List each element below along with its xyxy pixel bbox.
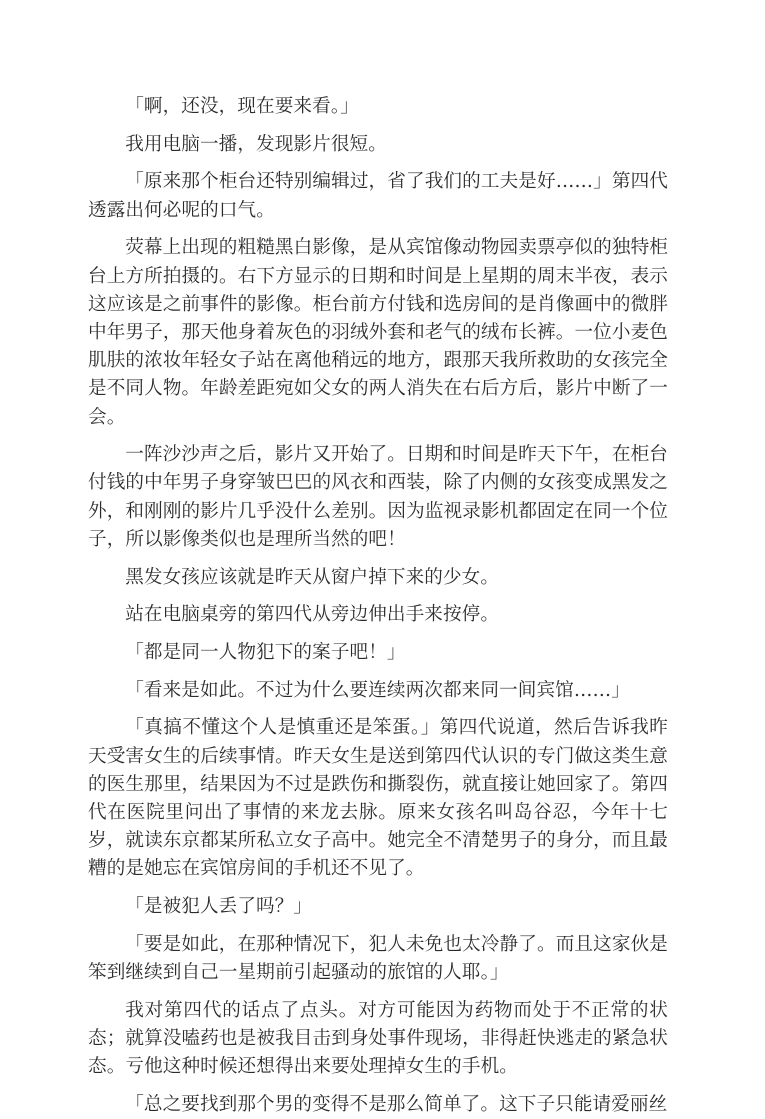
paragraph: 「原来那个柜台还特别编辑过，省了我们的工夫是好……」第四代透露出何必呢的口气。 xyxy=(88,171,668,221)
paragraph: 站在电脑桌旁的第四代从旁边伸出手来按停。 xyxy=(125,604,500,626)
paragraph: 「都是同一人物犯下的案子吧！」 xyxy=(125,641,406,663)
paragraph: 「是被犯人丢了吗？」 xyxy=(125,896,313,918)
paragraph: 「看来是如此。不过为什么要连续两次都来同一间宾馆……」 xyxy=(125,679,630,701)
paragraph: 荧幕上出现的粗糙黑白影像，是从宾馆像动物园卖票亭似的独特柜台上方所拍摄的。右下方显示的日期和时间是上星期的周末半夜，表示这应该是之前事件的影像。柜台前方付钱和选房间的是肖像画中的微胖中年男子，那天他身着灰色的羽绒外套和老气的绒布长裤。一位小麦色肌肤的浓妆年轻女子站在离他稍远的地方，跟那天我所救助的女孩完全是不同人物。年龄差距宛如父女的两人消失在右后方后，影片中断了一会。 xyxy=(88,237,668,428)
paragraph: 我用电脑一播，发现影片很短。 xyxy=(125,133,387,155)
paragraph: 黑发女孩应该就是昨天从窗户掉下来的少女。 xyxy=(125,566,500,588)
body-text-column xyxy=(88,93,668,1119)
paragraph: 「真搞不懂这个人是慎重还是笨蛋。」第四代说道，然后告诉我昨天受害女生的后续事情。昨天女生是送到第四代认识的专门做这类生意的医生那里，结果因为不过是跌伤和撕裂伤，就直接让她回家了。第四代在医院里问出了事情的来龙去脉。原来女孩名叫岛谷忍，今年十七岁，就读东京都某所私立女子高中。她完全不清楚男子的身分，而且最糟的是她忘在宾馆房间的手机还不见了。 xyxy=(88,717,668,880)
paragraph: 一阵沙沙声之后，影片又开始了。日期和时间是昨天下午，在柜台付钱的中年男子身穿皱巴巴的风衣和西装，除了内侧的女孩变成黑发之外，和刚刚的影片几乎没什么差别。因为监视录影机都固定在同一个位子，所以影像类似也是理所当然的吧！ xyxy=(88,444,668,550)
paragraph: 我对第四代的话点了点头。对方可能因为药物而处于不正常的状态；就算没嗑药也是被我目击到身处事件现场，非得赶快逃走的紧急状态。亏他这种时候还想得出来要处理掉女生的手机。 xyxy=(88,999,668,1078)
paragraph: 「要是如此，在那种情况下，犯人未免也太冷静了。而且这家伙是笨到继续到自己一星期前引起骚动的旅馆的人耶。」 xyxy=(88,933,668,983)
paragraph: 「总之要找到那个男的变得不是那么简单了。这下子只能请爱丽丝 xyxy=(125,1093,668,1115)
paragraph: 「啊，还没，现在要来看。」 xyxy=(125,96,359,117)
